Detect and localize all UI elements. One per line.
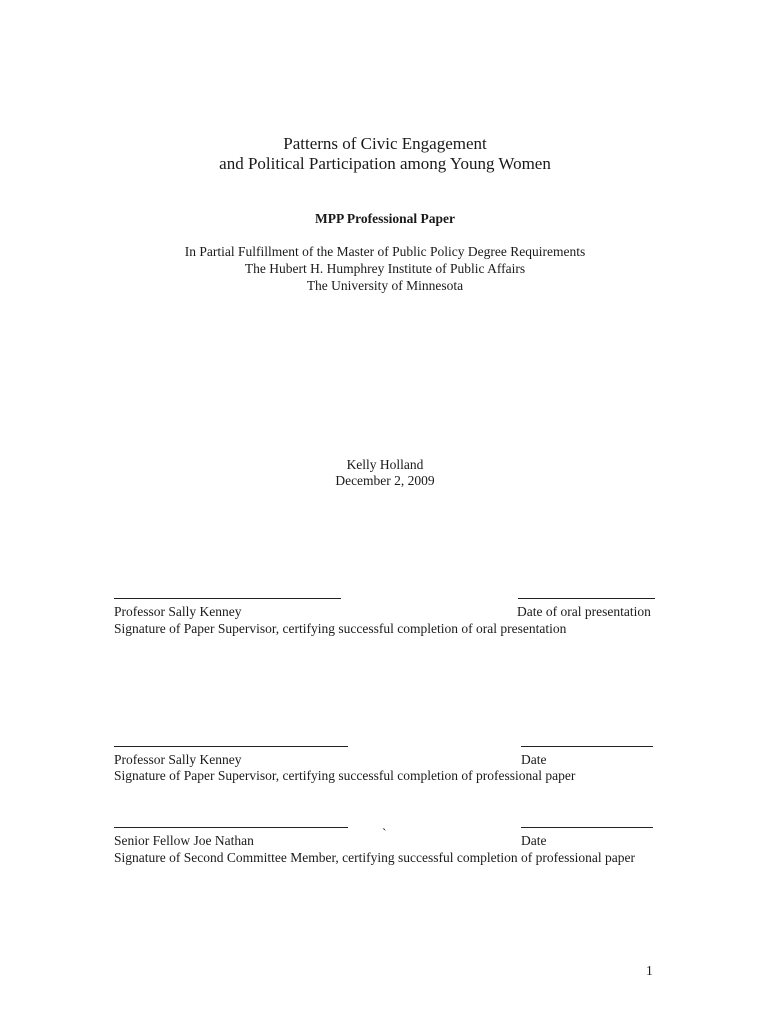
title-line-1: Patterns of Civic Engagement xyxy=(283,134,487,153)
date-label-1: Date of oral presentation xyxy=(517,604,651,619)
date-line-2 xyxy=(521,746,653,747)
date-line-1 xyxy=(518,598,655,599)
date-line-3 xyxy=(521,827,653,828)
signer-name-2: Professor Sally Kenney xyxy=(114,752,242,767)
signature-description-2: Signature of Paper Supervisor, certifying successful completion of professional paper xyxy=(114,768,576,783)
signature-line-1 xyxy=(114,598,341,599)
author-name: Kelly Holland xyxy=(346,457,424,472)
stray-mark: ` xyxy=(382,826,387,841)
signature-description-3: Signature of Second Committee Member, certifying successful completion of professional paper xyxy=(114,850,635,865)
author-date: December 2, 2009 xyxy=(335,473,435,488)
signature-line-3 xyxy=(114,827,348,828)
signer-name-1: Professor Sally Kenney xyxy=(114,604,242,619)
title-line-2: and Political Participation among Young Women xyxy=(219,154,551,173)
fulfillment-line-1: In Partial Fulfillment of the Master of Public Policy Degree Requirements xyxy=(184,244,586,259)
signature-line-2 xyxy=(114,746,348,747)
fulfillment-line-3: The University of Minnesota xyxy=(306,278,464,293)
paper-type: MPP Professional Paper xyxy=(315,211,455,226)
fulfillment-line-2: The Hubert H. Humphrey Institute of Public Affairs xyxy=(244,261,526,276)
date-label-3: Date xyxy=(521,833,547,848)
date-label-2: Date xyxy=(521,752,547,767)
page-number: 1 xyxy=(646,963,653,978)
signature-description-1: Signature of Paper Supervisor, certifying successful completion of oral presentation xyxy=(114,621,567,636)
signer-name-3: Senior Fellow Joe Nathan xyxy=(114,833,254,848)
